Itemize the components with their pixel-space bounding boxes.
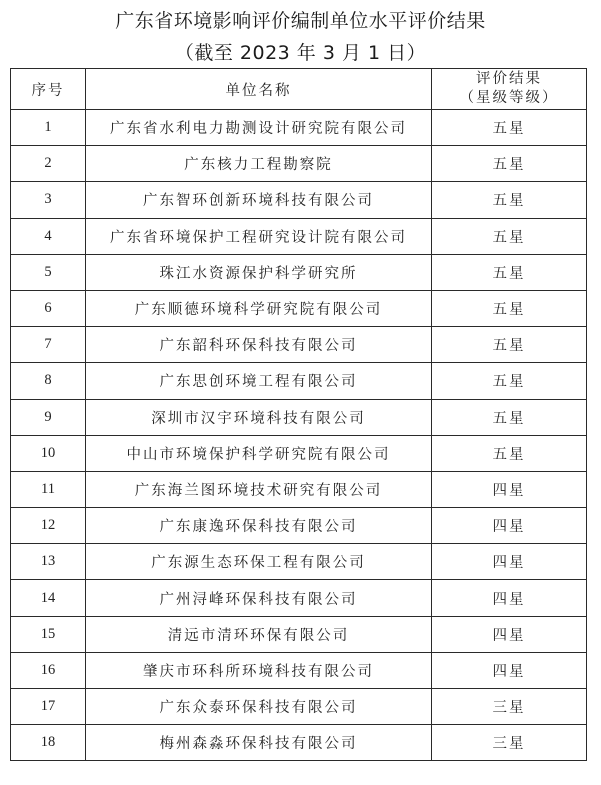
- row-unit-name: 深圳市汉宇环境科技有限公司: [86, 399, 432, 435]
- row-grade: 五星: [432, 290, 587, 326]
- row-grade: 五星: [432, 110, 587, 146]
- row-grade: 五星: [432, 363, 587, 399]
- row-unit-name: 广东海兰图环境技术研究有限公司: [86, 471, 432, 507]
- row-index: 10: [11, 435, 86, 471]
- row-grade: 四星: [432, 471, 587, 507]
- table-row: [11, 327, 587, 363]
- row-unit-name: 广东顺德环境科学研究院有限公司: [86, 290, 432, 326]
- row-unit-name: 珠江水资源保护科学研究所: [86, 254, 432, 290]
- page-subtitle: （截至 2023 年 3 月 1 日）: [174, 42, 427, 64]
- row-index: 4: [11, 218, 86, 254]
- row-grade: 三星: [432, 725, 587, 761]
- table-row: [11, 182, 587, 218]
- row-index: 8: [11, 363, 86, 399]
- table-row: [11, 218, 587, 254]
- table-row: [11, 616, 587, 652]
- table-row: [11, 399, 587, 435]
- header-result-line2: （星级等级）: [459, 90, 559, 106]
- table-row: [11, 471, 587, 507]
- row-unit-name: 广东省环境保护工程研究设计院有限公司: [86, 218, 432, 254]
- row-grade: 五星: [432, 435, 587, 471]
- table-header-row: [11, 69, 587, 110]
- table-row: [11, 110, 587, 146]
- row-unit-name: 广东韶科环保科技有限公司: [86, 327, 432, 363]
- row-grade: 四星: [432, 616, 587, 652]
- row-grade: 五星: [432, 254, 587, 290]
- row-grade: 三星: [432, 689, 587, 725]
- table-row: [11, 146, 587, 182]
- row-unit-name: 梅州森淼环保科技有限公司: [86, 725, 432, 761]
- row-index: 9: [11, 399, 86, 435]
- row-unit-name: 广东源生态环保工程有限公司: [86, 544, 432, 580]
- table-row: [11, 363, 587, 399]
- row-index: 6: [11, 290, 86, 326]
- table-row: [11, 689, 587, 725]
- row-unit-name: 中山市环境保护科学研究院有限公司: [86, 435, 432, 471]
- header-result-line1: 评价结果: [476, 71, 542, 87]
- table-row: [11, 508, 587, 544]
- row-unit-name: 清远市清环环保有限公司: [86, 616, 432, 652]
- table-body: [11, 110, 587, 761]
- row-unit-name: 广东智环创新环境科技有限公司: [86, 182, 432, 218]
- row-grade: 五星: [432, 399, 587, 435]
- row-index: 18: [11, 725, 86, 761]
- results-table: [10, 68, 587, 761]
- row-unit-name: 肇庆市环科所环境科技有限公司: [86, 652, 432, 688]
- header-name: 单位名称: [86, 69, 432, 110]
- row-grade: 四星: [432, 508, 587, 544]
- row-index: 15: [11, 616, 86, 652]
- table-row: [11, 544, 587, 580]
- row-grade: 四星: [432, 544, 587, 580]
- row-grade: 四星: [432, 652, 587, 688]
- table-row: [11, 254, 587, 290]
- row-index: 17: [11, 689, 86, 725]
- row-grade: 五星: [432, 218, 587, 254]
- row-unit-name: 广州浔峰环保科技有限公司: [86, 580, 432, 616]
- row-index: 3: [11, 182, 86, 218]
- row-unit-name: 广东思创环境工程有限公司: [86, 363, 432, 399]
- table-row: [11, 652, 587, 688]
- row-index: 5: [11, 254, 86, 290]
- row-grade: 五星: [432, 182, 587, 218]
- table-row: [11, 580, 587, 616]
- header-index: 序号: [11, 69, 86, 110]
- row-index: 1: [11, 110, 86, 146]
- row-index: 7: [11, 327, 86, 363]
- row-index: 13: [11, 544, 86, 580]
- row-index: 12: [11, 508, 86, 544]
- table-row: [11, 290, 587, 326]
- page-title: 广东省环境影响评价编制单位水平评价结果: [115, 10, 486, 32]
- row-index: 16: [11, 652, 86, 688]
- row-index: 11: [11, 471, 86, 507]
- row-grade: 五星: [432, 146, 587, 182]
- header-result: [432, 69, 587, 110]
- row-grade: 四星: [432, 580, 587, 616]
- row-index: 2: [11, 146, 86, 182]
- row-unit-name: 广东省水利电力勘测设计研究院有限公司: [86, 110, 432, 146]
- row-unit-name: 广东康逸环保科技有限公司: [86, 508, 432, 544]
- row-grade: 五星: [432, 327, 587, 363]
- row-index: 14: [11, 580, 86, 616]
- row-unit-name: 广东核力工程勘察院: [86, 146, 432, 182]
- table-row: [11, 435, 587, 471]
- table-row: [11, 725, 587, 761]
- row-unit-name: 广东众泰环保科技有限公司: [86, 689, 432, 725]
